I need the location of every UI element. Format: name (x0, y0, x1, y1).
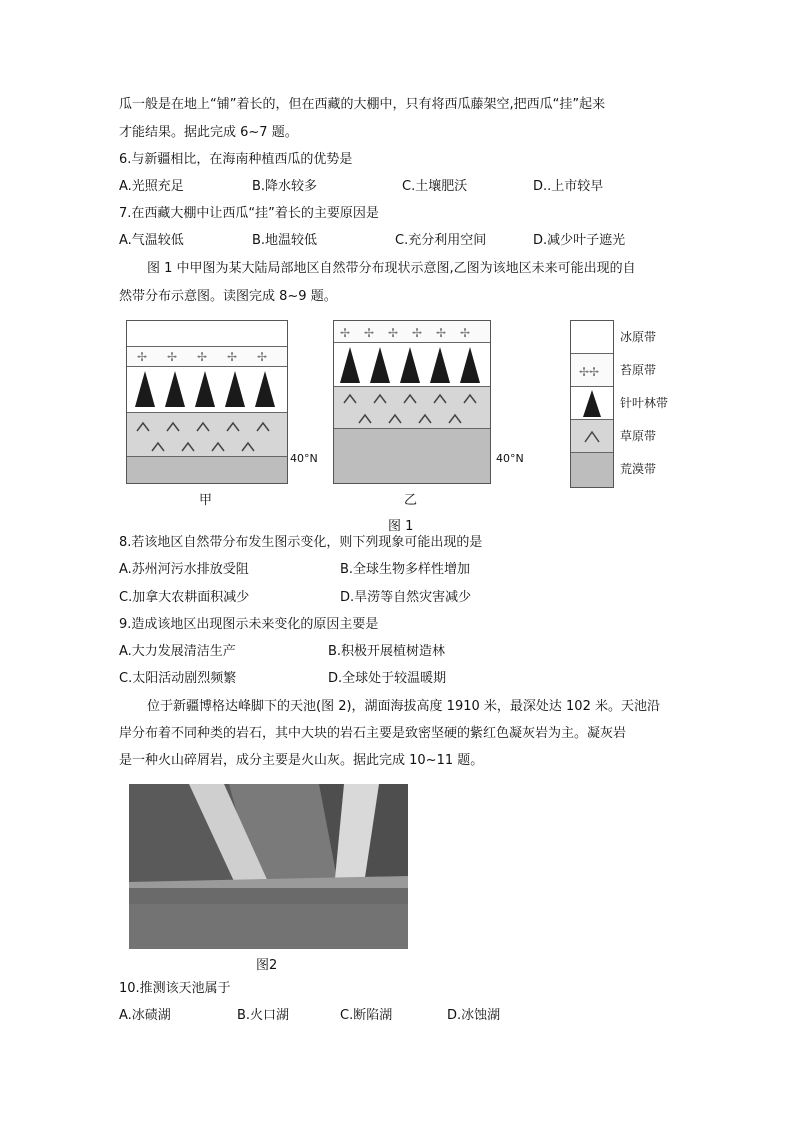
q6-option-a: A.光照充足 (119, 179, 184, 194)
q6-option-b: B.降水较多 (252, 179, 318, 194)
q7-stem: 7.在西藏大棚中让西瓜“挂”着长的主要原因是 (119, 206, 379, 221)
grass-icons (127, 413, 287, 457)
legend-desert-swatch (571, 453, 613, 487)
legend-tundra-swatch (571, 354, 613, 387)
q10-option-b: B.火口湖 (237, 1008, 290, 1023)
q7-option-b: B.地温较低 (252, 233, 318, 248)
q10-option-d: D.冰蚀湖 (447, 1008, 501, 1023)
legend-tundra-label: 苔原带 (620, 363, 657, 377)
legend-grassland-label: 草原带 (620, 429, 657, 443)
q6-stem: 6.与新疆相比，在海南种植西瓜的优势是 (119, 152, 353, 167)
panel-b-latitude: 40°N (496, 452, 524, 465)
legend-ice-label: 冰原带 (620, 330, 657, 344)
q7-option-c: C.充分利用空间 (395, 233, 487, 248)
q9-option-d: D.全球处于较温暖期 (328, 671, 447, 686)
panel-a-tundra-zone (127, 347, 287, 367)
q8-option-c: C.加拿大农耕面积减少 (119, 590, 250, 605)
q7-option-d: D.减少叶子遮光 (533, 233, 626, 248)
q9-option-a: A.大力发展清洁生产 (119, 644, 236, 659)
legend-forest-swatch (571, 387, 613, 420)
svg-text:✢: ✢ (197, 350, 208, 364)
figure1-legend (570, 320, 614, 488)
svg-text:✢: ✢ (436, 326, 447, 340)
panel-a-desert-zone (127, 457, 287, 483)
figure2-photo (129, 784, 408, 949)
svg-text:✢: ✢ (340, 326, 351, 340)
legend-ice-swatch (571, 321, 613, 354)
svg-text:✢: ✢ (257, 350, 268, 364)
panel-a-label: 甲 (199, 493, 213, 508)
tundra-icon (571, 354, 613, 387)
intro-8-9-line2: 然带分布示意图。读图完成 8~9 题。 (119, 289, 337, 304)
panel-a-ice-zone (127, 321, 287, 347)
figure1-caption: 图 1 (388, 519, 414, 534)
lake-photo-image (129, 784, 408, 949)
panel-a-forest-zone (127, 367, 287, 413)
panel-a-latitude: 40°N (290, 452, 318, 465)
q6-option-c: C.土壤肥沃 (402, 179, 468, 194)
svg-text:✢: ✢ (227, 350, 238, 364)
svg-text:✢✢: ✢✢ (579, 365, 600, 379)
q9-option-b: B.积极开展植树造林 (328, 644, 446, 659)
q8-option-b: B.全球生物多样性增加 (340, 562, 471, 577)
q10-option-a: A.冰碛湖 (119, 1008, 171, 1023)
svg-text:✢: ✢ (364, 326, 375, 340)
conifer-tree-icons (127, 367, 287, 413)
figure2-caption: 图2 (256, 958, 278, 973)
q8-stem: 8.若该地区自然带分布发生图示变化，则下列现象可能出现的是 (119, 535, 483, 550)
intro-8-9-line1: 图 1 中甲图为某大陆局部地区自然带分布现状示意图,乙图为该地区未来可能出现的自 (147, 261, 636, 276)
q6-option-d: D..上市较早 (533, 179, 604, 194)
panel-a-grassland-zone (127, 413, 287, 457)
q8-option-d: D.旱涝等自然灾害减少 (340, 590, 472, 605)
q10-stem: 10.推测该天池属于 (119, 981, 231, 996)
q8-option-a: A.苏州河污水排放受阻 (119, 562, 249, 577)
q9-stem: 9.造成该地区出现图示未来变化的原因主要是 (119, 617, 379, 632)
panel-b-desert-zone (334, 429, 490, 483)
tundra-icons (127, 347, 287, 367)
svg-text:✢: ✢ (460, 326, 471, 340)
figure1-panel-a (126, 320, 288, 484)
panel-b-forest-zone (334, 343, 490, 387)
conifer-tree-icons (334, 343, 490, 387)
svg-text:✢: ✢ (137, 350, 148, 364)
legend-forest-label: 针叶林带 (620, 396, 669, 410)
q7-option-a: A.气温较低 (119, 233, 184, 248)
intro-10-11-line1: 位于新疆博格达峰脚下的天池(图 2)，湖面海拔高度 1910 米，最深处达 102 米。天池沿 (147, 699, 660, 714)
intro-6-7-line2: 才能结果。据此完成 6~7 题。 (119, 125, 298, 140)
svg-text:✢: ✢ (388, 326, 399, 340)
conifer-tree-icon (571, 387, 613, 420)
intro-6-7-line1: 瓜一般是在地上“铺”着长的，但在西藏的大棚中，只有将西瓜藤架空,把西瓜“挂”起来 (119, 97, 606, 112)
intro-10-11-line3: 是一种火山碎屑岩，成分主要是火山灰。据此完成 10~11 题。 (119, 753, 484, 768)
svg-text:✢: ✢ (167, 350, 178, 364)
panel-b-tundra-zone (334, 321, 490, 343)
legend-grassland-swatch (571, 420, 613, 453)
panel-b-label: 乙 (404, 493, 418, 508)
intro-10-11-line2: 岸分布着不同种类的岩石，其中大块的岩石主要是致密坚硬的紫红色凝灰岩为主。凝灰岩 (119, 726, 627, 741)
panel-b-grassland-zone (334, 387, 490, 429)
q10-option-c: C.断陷湖 (340, 1008, 393, 1023)
figure1-panel-b (333, 320, 491, 484)
tundra-icons (334, 321, 490, 343)
grass-icon (571, 420, 613, 453)
svg-text:✢: ✢ (412, 326, 423, 340)
legend-desert-label: 荒漠带 (620, 462, 657, 476)
grass-icons (334, 387, 490, 429)
q9-option-c: C.太阳活动剧烈频繁 (119, 671, 237, 686)
